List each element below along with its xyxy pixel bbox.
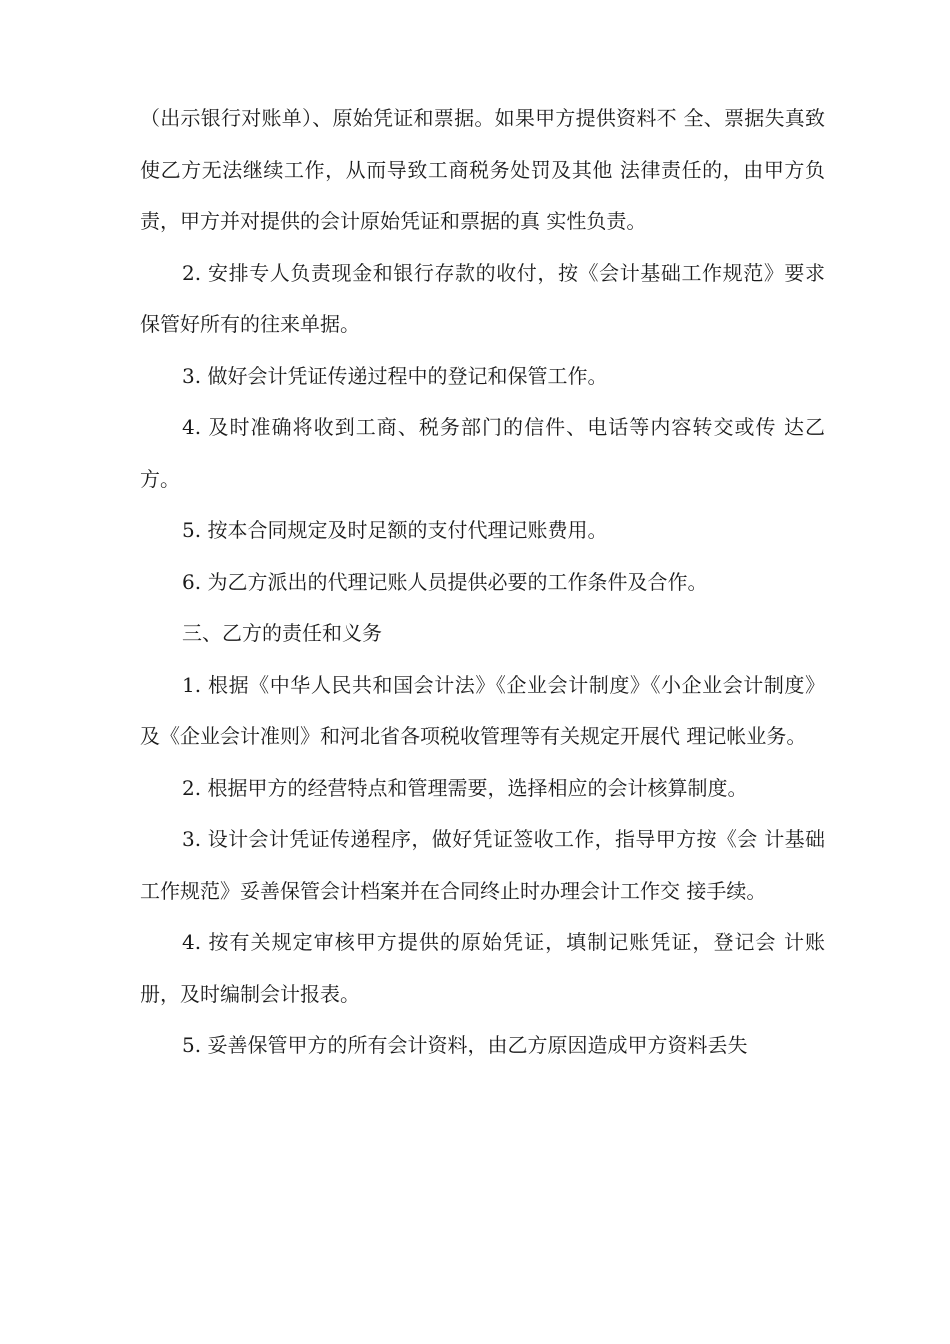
paragraph-continuation: （出示银行对账单）、原始凭证和票据。如果甲方提供资料不 全、票据失真致使乙方无法继续工作，从而导致工商税务处罚及其他 法律责任的，由甲方负责，甲方并对提供的会计原始凭证和票据的真 实性负责。 bbox=[140, 106, 825, 233]
paragraph-item-5: 5. 按本合同规定及时足额的支付代理记账费用。 bbox=[182, 518, 608, 542]
section-heading: 三、乙方的责任和义务 bbox=[182, 621, 382, 645]
paragraph-item-2: 2. 安排专人负责现金和银行存款的收付，按《会计基础工作规范》要求保管好所有的往来单据。 bbox=[140, 260, 825, 336]
paragraph-item-6: 6. 为乙方派出的代理记账人员提供必要的工作条件及合作。 bbox=[182, 569, 708, 594]
document-body bbox=[140, 93, 825, 1072]
paragraph-b-item-5: 5. 妥善保管甲方的所有会计资料，由乙方原因造成甲方资料丢失 bbox=[182, 1033, 748, 1057]
paragraph-b-item-2: 2. 根据甲方的经营特点和管理需要，选择相应的会计核算制度。 bbox=[182, 775, 748, 800]
paragraph-item-4: 4. 及时准确将收到工商、税务部门的信件、电话等内容转交或传 达乙方。 bbox=[140, 415, 825, 491]
paragraph-b-item-4: 4. 按有关规定审核甲方提供的原始凭证，填制记账凭证，登记会 计账册，及时编制会计报表。 bbox=[140, 930, 825, 1006]
paragraph-item-3: 3. 做好会计凭证传递过程中的登记和保管工作。 bbox=[182, 363, 608, 388]
paragraph-b-item-1: 1. 根据《中华人民共和国会计法》《企业会计制度》《小企业会计制度》及《企业会计准则》和河北省各项税收管理等有关规定开展代 理记帐业务。 bbox=[140, 672, 825, 748]
paragraph-b-item-3: 3. 设计会计凭证传递程序，做好凭证签收工作，指导甲方按《会 计基础工作规范》妥善保管会计档案并在合同终止时办理会计工作交 接手续。 bbox=[140, 827, 825, 903]
